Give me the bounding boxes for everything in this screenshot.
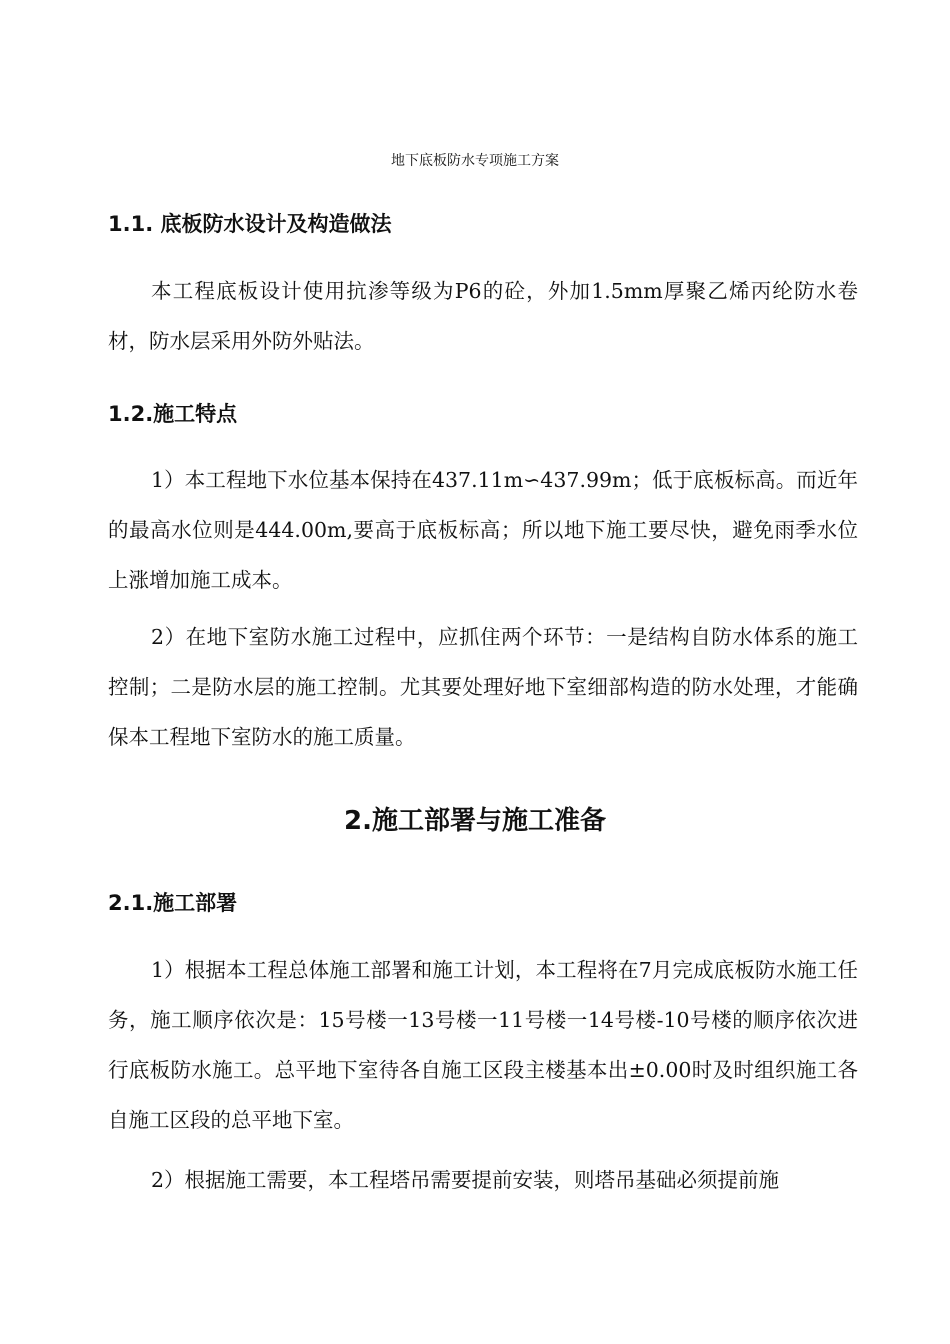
section-1-2-heading: 1.2.施工特点	[108, 402, 238, 426]
section-2-1-heading: 2.1.施工部署	[108, 891, 238, 915]
section-2-1-paragraph-1: 1）根据本工程总体施工部署和施工计划，本工程将在7月完成底板防水施工任务，施工顺序依次是：15号楼一13号楼一11号楼一14号楼-10号楼的顺序依次进行底板防水施工。总平地下室待各自施工区段主楼基本出±0.00时及时组织施工各自施工区段的总平地下室。	[108, 958, 858, 1132]
section-1-1-heading: 1.1. 底板防水设计及构造做法	[108, 212, 392, 236]
page-title: 地下底板防水专项施工方案	[391, 153, 559, 169]
section-2-heading: 2.施工部署与施工准备	[344, 806, 606, 836]
section-1-2-paragraph-1: 1）本工程地下水位基本保持在437.11m∽437.99m；低于底板标高。而近年的最高水位则是444.00m,要高于底板标高；所以地下施工要尽快，避免雨季水位上涨增加施工成本。	[108, 468, 858, 592]
section-1-2-paragraph-2: 2）在地下室防水施工过程中，应抓住两个环节：一是结构自防水体系的施工控制；二是防水层的施工控制。尤其要处理好地下室细部构造的防水处理，才能确保本工程地下室防水的施工质量。	[108, 625, 858, 749]
section-2-1-paragraph-2: 2）根据施工需要，本工程塔吊需要提前安装，则塔吊基础必须提前施	[151, 1168, 780, 1192]
section-1-1-paragraph: 本工程底板设计使用抗渗等级为P6的砼，外加1.5mm厚聚乙烯丙纶防水卷材，防水层采用外防外贴法。	[108, 279, 858, 353]
